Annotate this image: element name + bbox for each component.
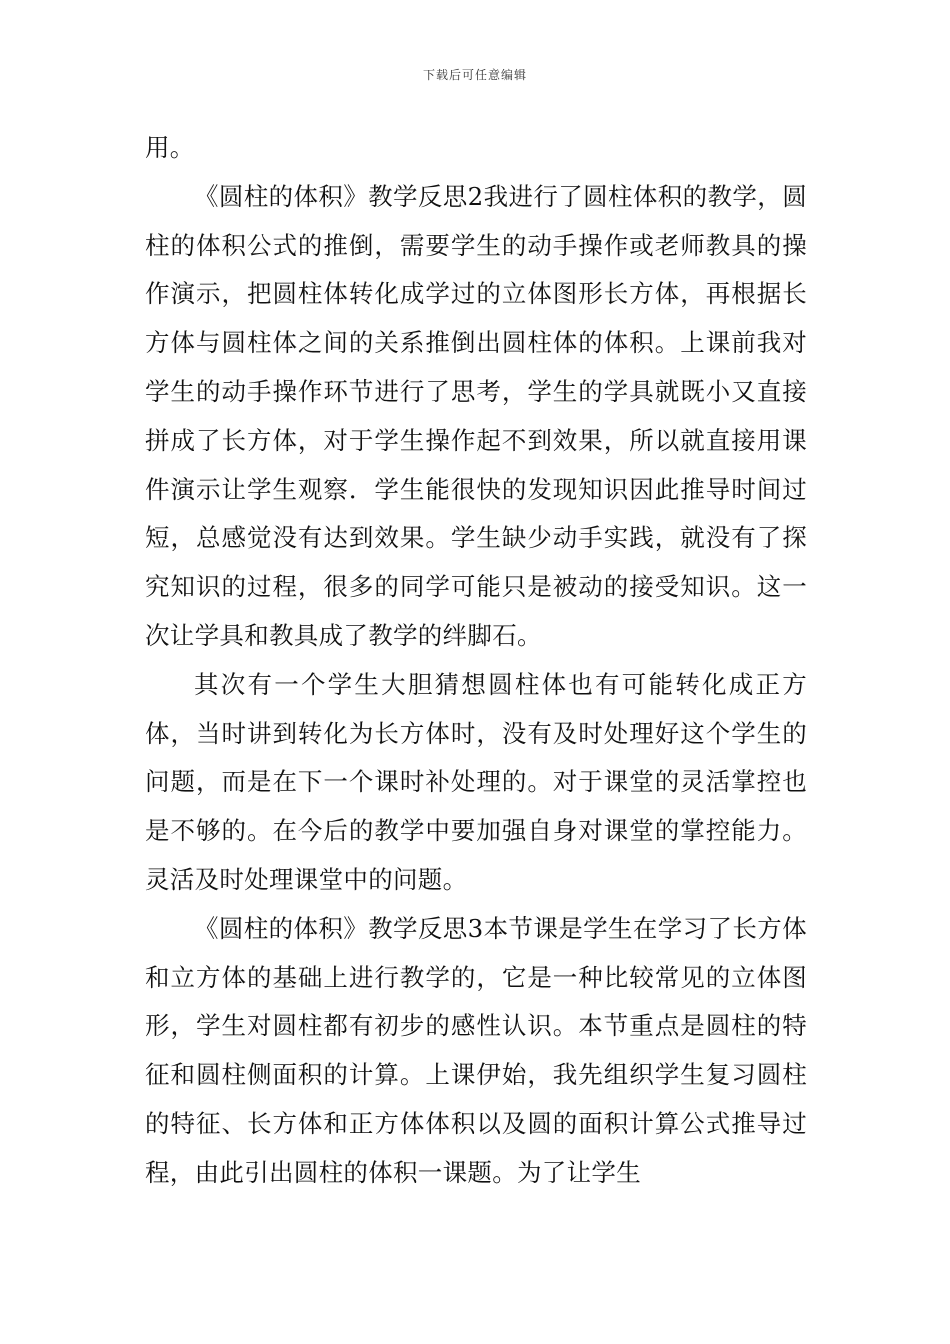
paragraph-reflection-2: 《圆柱的体积》教学反思2我进行了圆柱体积的教学，圆柱的体积公式的推倒，需要学生的动手操作或老师教具的操作演示，把圆柱体转化成学过的立体图形长方体，再根据长方体与圆柱体之间的关系推倒出圆柱体的体积。上课前我对学生的动手操作环节进行了思考，学生的学具就既小又直接拼成了长方体，对于学生操作起不到效果，所以就直接用课件演示让学生观察．学生能很快的发现知识因此推导时间过短，总感觉没有达到效果。学生缺少动手实践，就没有了探究知识的过程，很多的同学可能只是被动的接受知识。这一次让学具和教具成了教学的绊脚石。 [145,181,807,650]
paragraph-second-issue: 其次有一个学生大胆猜想圆柱体也有可能转化成正方体，当时讲到转化为长方体时，没有及时处理好这个学生的问题，而是在下一个课时补处理的。对于课堂的灵活掌控也是不够的。在今后的教学中要加强自身对课堂的掌控能力。灵活及时处理课堂中的问题。 [145,669,807,894]
paragraph-reflection-3: 《圆柱的体积》教学反思3本节课是学生在学习了长方体和立方体的基础上进行教学的，它是一种比较常见的立体图形，学生对圆柱都有初步的感性认识。本节重点是圆柱的特征和圆柱侧面积的计算。上课伊始，我先组织学生复习圆柱的特征、长方体和正方体体积以及圆的面积计算公式推导过程，由此引出圆柱的体积一课题。为了让学生 [145,913,807,1187]
paragraph-continuation: 用。 [145,133,195,162]
document-body [145,124,807,1198]
page-header: 下载后可任意编辑 [422,68,527,82]
